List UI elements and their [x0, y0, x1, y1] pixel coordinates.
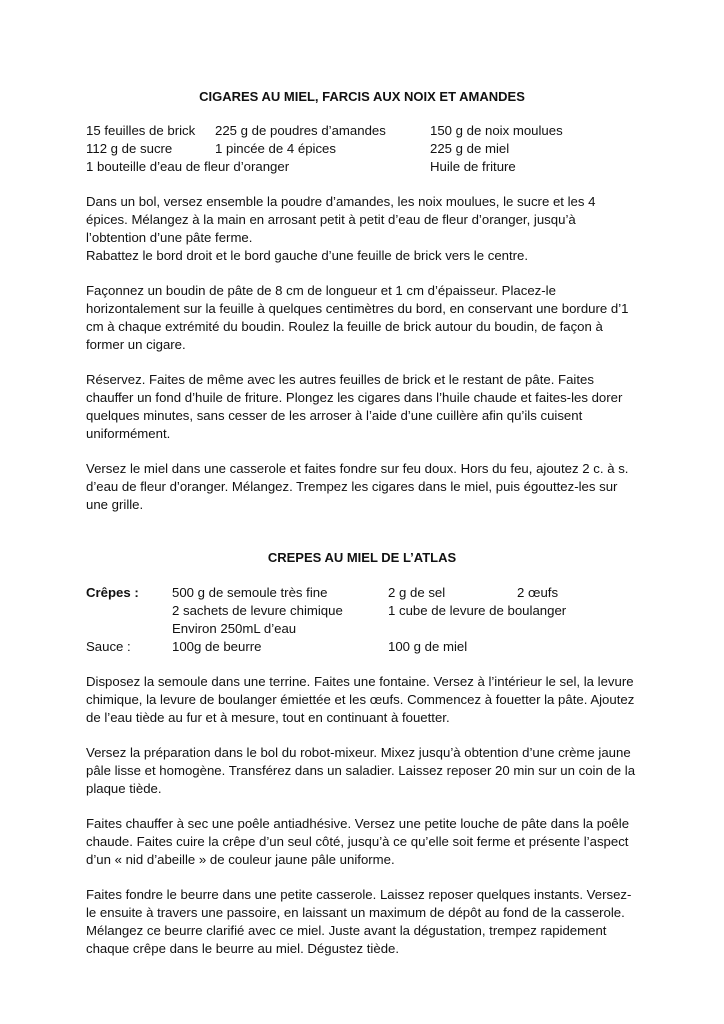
recipe2-step [86, 886, 638, 958]
ingredient: 500 g de semoule très fine [172, 585, 328, 600]
ingredient: 100 g de miel [388, 639, 468, 654]
ingredient: 15 feuilles de brick [86, 123, 196, 138]
ingredient: Environ 250mL d’eau [172, 621, 297, 636]
step-text: Faites chauffer à sec une poêle antiadhésive. Versez une petite louche de pâte dans la poêle chaude. Faites cuire la crêpe d’un seul côté, jusqu’à ce qu’elle soit ferme et présente l’aspect d’un « nid d’abeille » de couleur jaune pâle uniforme. [86, 816, 630, 867]
step-text: Rabattez le bord droit et le bord gauche d’une feuille de brick vers le centre. [86, 248, 529, 263]
ingredient: 100g de beurre [172, 639, 262, 654]
step-text: Dans un bol, versez ensemble la poudre d’amandes, les noix moulues, le sucre et les 4 épices. Mélangez à la main en arrosant petit à petit d’eau de fleur d’oranger, jusqu’à l’obtention d’une pâte ferme. [86, 194, 596, 245]
step-text: Réservez. Faites de même avec les autres feuilles de brick et le restant de pâte. Faites chauffer un fond d’huile de friture. Plongez les cigares dans l’huile chaude et faites-les dorer quelques minutes, sans cesser de les arroser à l’aide d’une cuillère afin qu’ils cuisent uniformément. [86, 372, 623, 441]
recipe2-title: CREPES AU MIEL DE L’ATLAS [267, 550, 457, 565]
ingredient: 225 g de poudres d’amandes [215, 123, 386, 138]
recipe1-step [86, 371, 638, 443]
recipe2-step [86, 744, 638, 798]
recipe1-step [86, 460, 638, 514]
step-text: Disposez la semoule dans une terrine. Faites une fontaine. Versez à l’intérieur le sel, la levure chimique, la levure de boulanger émiettée et les œufs. Commencez à fouetter la pâte. Ajoutez de l’eau tiède au fur et à mesure, tout en continuant à fouetter. [86, 674, 635, 725]
step-text: Faites fondre le beurre dans une petite casserole. Laissez reposer quelques instants. Versez-le ensuite à travers une passoire, en laissant un maximum de dépôt au fond de la casserole. Mélangez ce beurre clarifié avec ce miel. Juste avant la dégustation, trempez rapidement chaque crêpe dans le beurre au miel. Dégustez tiède. [86, 887, 632, 956]
ingredient: 225 g de miel [430, 141, 510, 156]
ingredient: 150 g de noix moulues [430, 123, 563, 138]
ingredient: 1 bouteille d’eau de fleur d’oranger [86, 159, 290, 174]
ingredient: Huile de friture [430, 159, 516, 174]
ingredient: 2 g de sel [388, 585, 446, 600]
ingredient: 112 g de sucre [86, 141, 173, 156]
step-text: Versez la préparation dans le bol du robot-mixeur. Mixez jusqu’à obtention d’une crème jaune pâle lisse et homogène. Transférez dans un saladier. Laissez reposer 20 min sur un coin de la plaque tiède. [86, 745, 636, 796]
crepes-label: Crêpes : [86, 585, 139, 600]
ingredient: 1 cube de levure de boulanger [388, 603, 567, 618]
step-text: Versez le miel dans une casserole et faites fondre sur feu doux. Hors du feu, ajoutez 2 c. à s. d’eau de fleur d’oranger. Mélangez. Trempez les cigares dans le miel, puis égouttez-les sur une grille. [86, 461, 629, 512]
ingredient: 2 œufs [517, 585, 559, 600]
recipe2-step [86, 673, 638, 727]
recipe2-step [86, 815, 638, 869]
sauce-label: Sauce : [86, 639, 131, 654]
recipe1-title: CIGARES AU MIEL, FARCIS AUX NOIX ET AMANDES [199, 89, 525, 104]
recipe1-step [86, 193, 638, 265]
ingredient: 1 pincée de 4 épices [215, 141, 336, 156]
step-text: Façonnez un boudin de pâte de 8 cm de longueur et 1 cm d’épaisseur. Placez-le horizontalement sur la feuille à quelques centimètres du bord, en conservant une bordure d’1 cm à chaque extrémité du boudin. Roulez la feuille de brick autour du boudin, de façon à former un cigare. [86, 283, 629, 352]
recipe1-step [86, 282, 638, 354]
ingredient: 2 sachets de levure chimique [172, 603, 343, 618]
